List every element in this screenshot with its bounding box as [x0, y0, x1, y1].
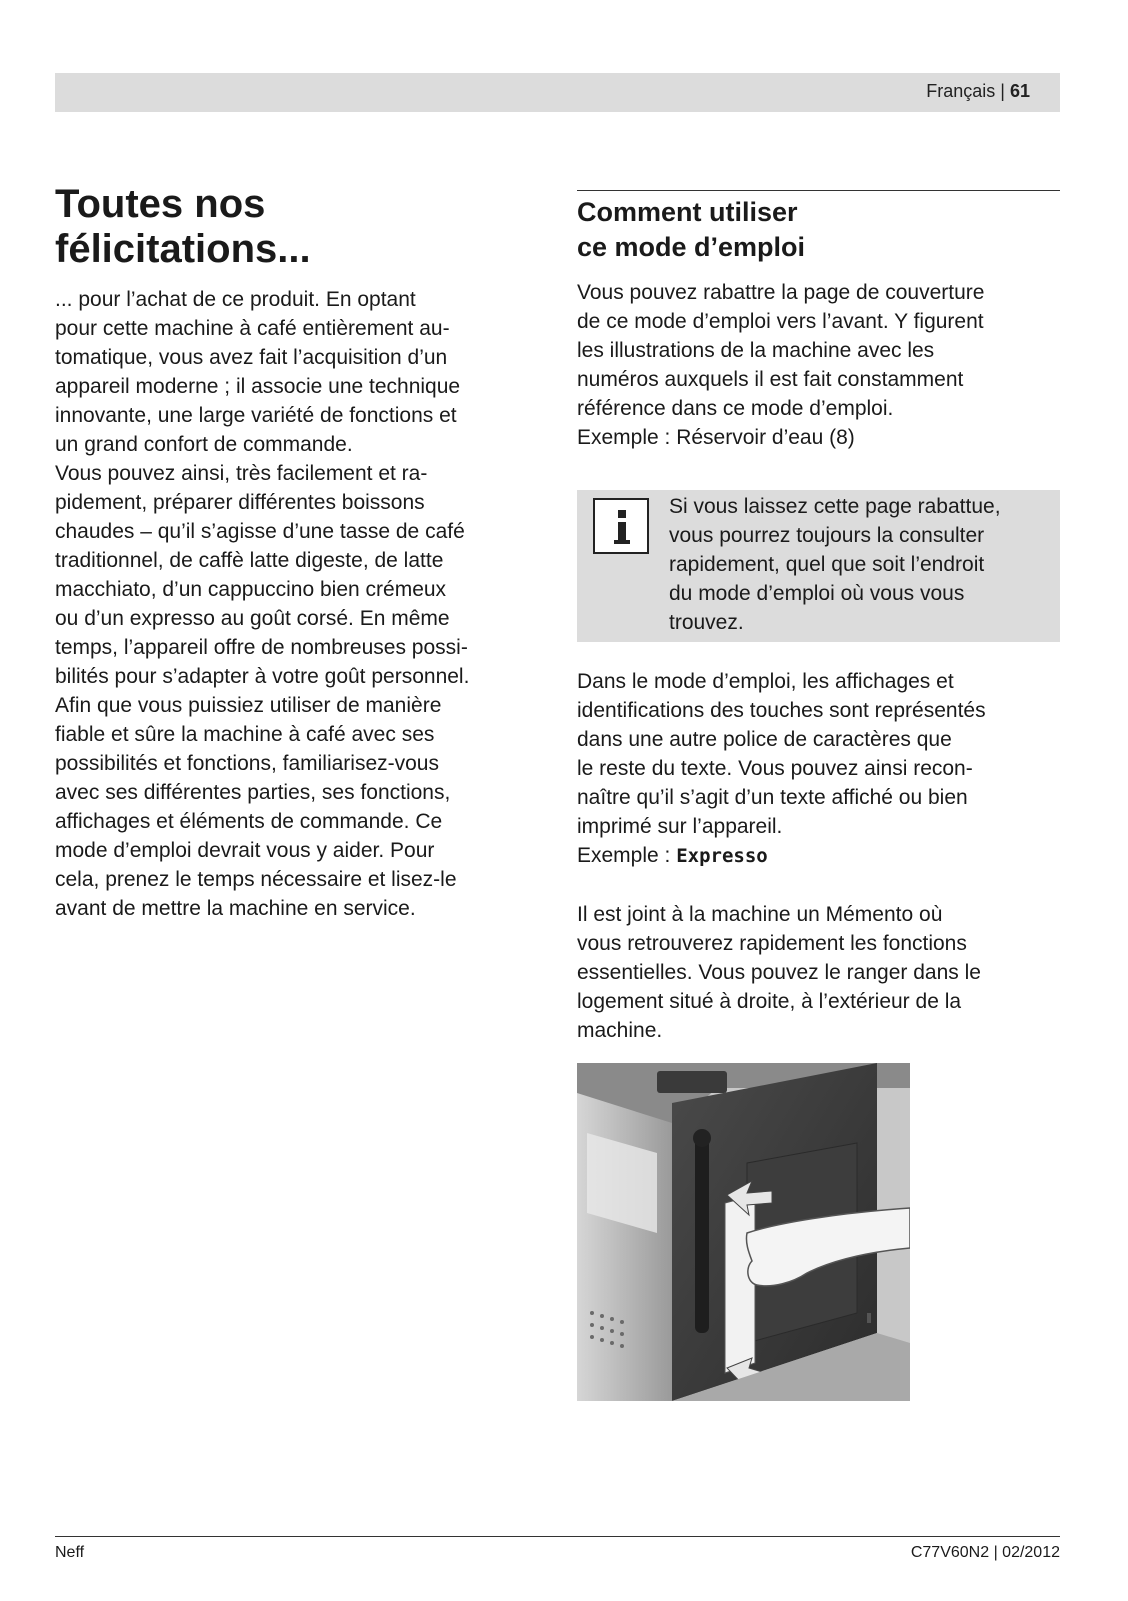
text-line: Afin que vous puissiez utiliser de manière: [55, 694, 442, 717]
text-line: fiable et sûre la machine à café avec ses: [55, 723, 435, 746]
text-line: Vous pouvez ainsi, très facilement et ra-: [55, 462, 428, 485]
text-line: logement situé à droite, à l’extérieur de la: [577, 990, 962, 1013]
text-line: identifications des touches sont représentés: [577, 699, 986, 722]
left-column: [55, 182, 545, 923]
info-note: [577, 490, 1060, 642]
text-line: un grand confort de commande.: [55, 433, 353, 456]
text-line: macchiato, d’un cappuccino bien crémeux: [55, 578, 447, 601]
page-number: 61: [1009, 81, 1030, 101]
info-text: [669, 492, 1054, 637]
text-line: mode d’emploi devrait vous y aider. Pour: [55, 839, 435, 862]
text-line: avec ses différentes parties, ses fonctions,: [55, 781, 451, 804]
title-line-1: Toutes nos: [55, 182, 266, 226]
text-line: naître qu’il s’agit d’un texte affiché ou bien: [577, 786, 968, 809]
machine-photo-graphic: [577, 1063, 910, 1401]
text-line: référence dans ce mode d’emploi.: [577, 397, 894, 420]
machine-illustration: [577, 1063, 910, 1401]
text-line: Il est joint à la machine un Mémento où: [577, 903, 943, 926]
text-line: traditionnel, de caffè latte digeste, de latte: [55, 549, 444, 572]
text-line: de ce mode d’emploi vers l’avant. Y figurent: [577, 310, 984, 333]
text-line: machine.: [577, 1019, 663, 1042]
text-line: ou d’un expresso au goût corsé. En même: [55, 607, 450, 630]
text-line: les illustrations de la machine avec les: [577, 339, 935, 362]
text-line: possibilités et fonctions, familiarisez-vous: [55, 752, 439, 775]
section-title-line-1: Comment utiliser: [577, 197, 798, 227]
text-line: Vous pouvez rabattre la page de couverture: [577, 281, 985, 304]
paragraph-fonts: [577, 667, 1060, 1045]
page-title: [55, 182, 545, 272]
text-line: temps, l’appareil offre de nombreuses possi-: [55, 636, 468, 659]
footer-brand: Neff: [55, 1544, 85, 1561]
text-line: pour cette machine à café entièrement au-: [55, 317, 450, 340]
footer-doc-code: C77V60N2 | 02/2012: [910, 1544, 1060, 1561]
header-language-page: [926, 81, 1030, 102]
text-line: Dans le mode d’emploi, les affichages et: [577, 670, 954, 693]
example-display-text: Expresso: [676, 845, 768, 867]
intro-text: [55, 285, 545, 923]
text-line: avant de mettre la machine en service.: [55, 897, 416, 920]
text-line: vous retrouverez rapidement les fonctions: [577, 932, 967, 955]
text-line: bilités pour s’adapter à votre goût personnel.: [55, 665, 470, 688]
example-label: Exemple :: [577, 844, 671, 867]
example-line: [577, 841, 1060, 871]
section-title-line-2: ce mode d’emploi: [577, 232, 806, 262]
text-line: imprimé sur l’appareil.: [577, 815, 783, 838]
text-line: dans une autre police de caractères que: [577, 728, 952, 751]
text-line: tomatique, vous avez fait l’acquisition d’un: [55, 346, 448, 369]
page-header: [55, 73, 1060, 112]
text-line: chaudes – qu’il s’agisse d’une tasse de café: [55, 520, 465, 543]
header-language: Français: [926, 81, 996, 101]
text-line: Exemple : Réservoir d’eau (8): [577, 426, 855, 449]
text-line: Si vous laissez cette page rabattue,: [669, 495, 1001, 518]
text-line: ... pour l’achat de ce produit. En optant: [55, 288, 416, 311]
info-icon: [593, 498, 649, 554]
paragraph-cover: [577, 278, 1060, 452]
text-line: le reste du texte. Vous pouvez ainsi recon-: [577, 757, 973, 780]
text-line: cela, prenez le temps nécessaire et lisez-le: [55, 868, 457, 891]
text-line: affichages et éléments de commande. Ce: [55, 810, 443, 833]
footer-divider: [55, 1536, 1060, 1537]
right-column: [577, 190, 1060, 452]
section-title: [577, 195, 1060, 265]
text-line: appareil moderne ; il associe une technique: [55, 375, 461, 398]
header-separator: |: [1000, 81, 1005, 101]
text-line: pidement, préparer différentes boissons: [55, 491, 425, 514]
text-line: rapidement, quel que soit l’endroit: [669, 553, 985, 576]
text-line: numéros auxquels il est fait constamment: [577, 368, 964, 391]
text-line: du mode d’emploi où vous vous: [669, 582, 965, 605]
title-line-2: félicitations...: [55, 227, 311, 271]
text-line: vous pourrez toujours la consulter: [669, 524, 985, 547]
text-line: innovante, une large variété de fonctions et: [55, 404, 457, 427]
spacer: [577, 871, 1060, 900]
text-line: trouvez.: [669, 611, 744, 634]
text-line: essentielles. Vous pouvez le ranger dans le: [577, 961, 981, 984]
